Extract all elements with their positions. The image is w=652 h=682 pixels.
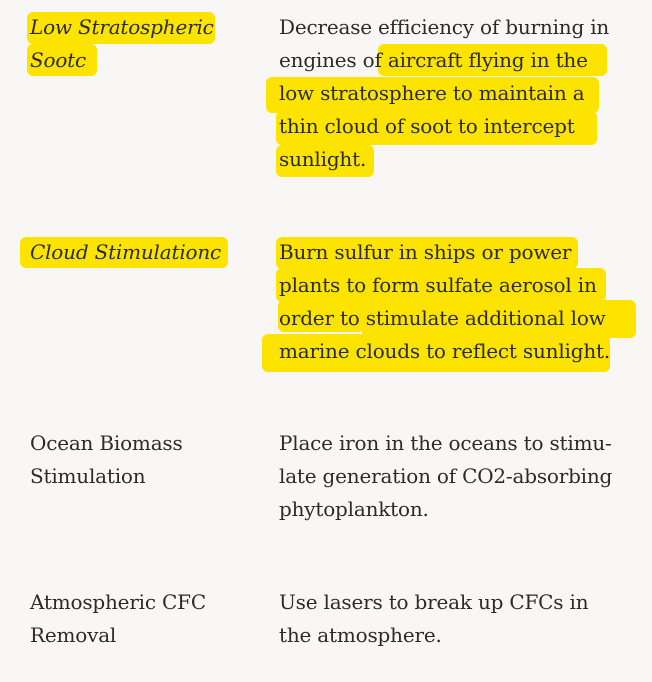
description-line: Decrease efficiency of burning in: [279, 15, 610, 39]
description-line: phytoplankton.: [279, 497, 429, 521]
description-line: Use lasers to break up CFCs in: [279, 590, 589, 614]
description-line: engines of aircraft flying in the: [279, 48, 588, 72]
method-description: [279, 11, 624, 176]
description-line: thin cloud of soot to intercept: [279, 114, 575, 138]
method-description: [279, 586, 624, 652]
label-line: Ocean Biomass: [30, 431, 183, 455]
description-line: low stratosphere to maintain a: [279, 81, 585, 105]
description-line: Burn sulfur in ships or power: [279, 240, 572, 264]
method-description: [279, 236, 624, 368]
description-line: late generation of CO2-absorbing: [279, 464, 613, 488]
label-line: Stimulation: [30, 464, 146, 488]
label-line: Low Stratospheric: [30, 15, 214, 39]
method-description: [279, 427, 624, 526]
description-line: the atmosphere.: [279, 623, 442, 647]
description-line: marine clouds to reflect sunlight.: [279, 339, 611, 363]
description-line: Place iron in the oceans to stimu-: [279, 431, 612, 455]
method-label: [30, 586, 250, 652]
method-label: [30, 236, 250, 269]
label-line: Sootc: [30, 48, 87, 72]
method-label: [30, 427, 250, 493]
label-line: Cloud Stimulationc: [30, 240, 222, 264]
description-line: sunlight.: [279, 147, 367, 171]
label-line: Atmospheric CFC: [30, 590, 206, 614]
label-line: Removal: [30, 623, 117, 647]
description-line: plants to form sulfate aerosol in: [279, 273, 597, 297]
method-label: [30, 11, 250, 77]
description-line: order to stimulate additional low: [279, 306, 606, 330]
